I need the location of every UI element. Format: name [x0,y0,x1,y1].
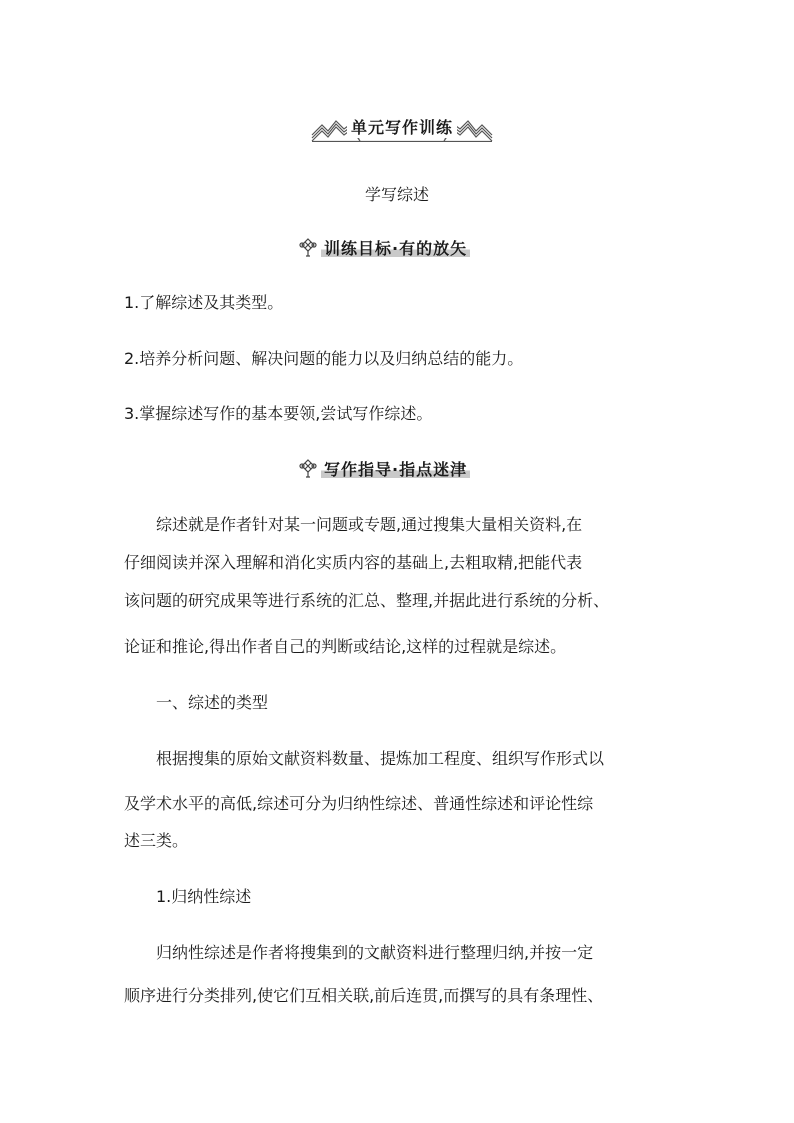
paragraph-line: 仔细阅读并深入理解和消化实质内容的基础上,去粗取精,把能代表 [124,553,583,572]
goal-item-1: 1.了解综述及其类型。 [124,293,284,312]
page-title: 学写综述 [364,185,429,204]
unit-header [310,114,494,142]
section-label-goals: 训练目标·有的放矢 [321,236,470,259]
paragraph-line: 顺序进行分类排列,使它们互相关联,前后连贯,而撰写的具有条理性、 [124,986,604,1005]
section-banner-guide [298,456,470,480]
paragraph-line: 该问题的研究成果等进行系统的汇总、整理,并据此进行系统的分析、 [124,591,610,610]
subsection-heading: 1.归纳性综述 [156,887,252,906]
paragraph-line: 论证和推论,得出作者自己的判断或结论,这样的过程就是综述。 [124,637,567,656]
section-banner-goals [298,235,470,259]
paragraph-line: 及学术水平的高低,综述可分为归纳性综述、普通性综述和评论性综 [124,794,594,813]
unit-title: 单元写作训练 [347,115,457,138]
section-label-guide: 写作指导·指点迷津 [321,457,470,480]
paragraph-line: 综述就是作者针对某一问题或专题,通过搜集大量相关资料,在 [156,515,583,534]
chinese-knot-icon [298,237,318,257]
section-heading: 一、综述的类型 [156,693,269,712]
paragraph-line: 归纳性综述是作者将搜集到的文献资料进行整理归纳,并按一定 [156,943,594,962]
goal-item-2: 2.培养分析问题、解决问题的能力以及归纳总结的能力。 [124,349,524,368]
chinese-knot-icon [298,458,318,478]
paragraph-line: 述三类。 [124,831,189,850]
goal-item-3: 3.掌握综述写作的基本要领,尝试写作综述。 [124,404,433,423]
paragraph-line: 根据搜集的原始文献资料数量、提炼加工程度、组织写作形式以 [156,749,605,768]
